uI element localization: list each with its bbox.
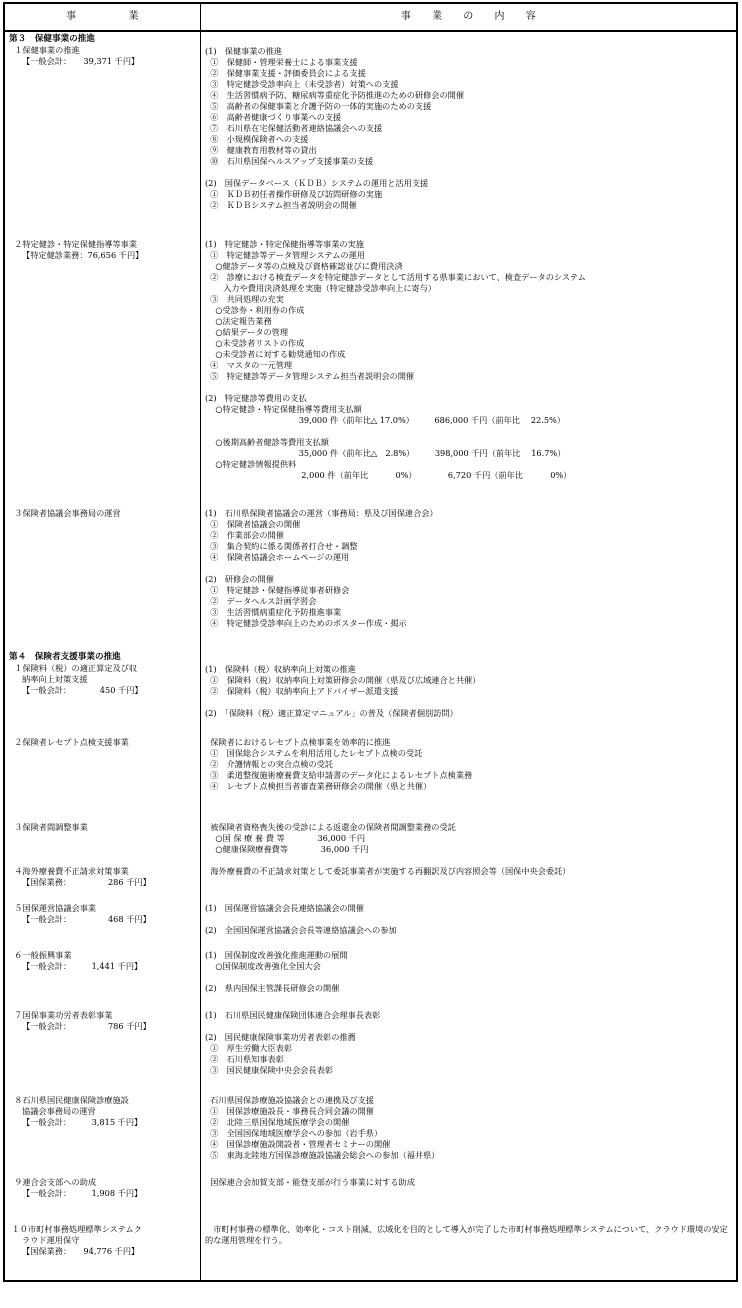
item-name-line: ９連合会支部への助成 [9,1177,97,1187]
item-left-2 [9,508,199,519]
item-name-line: ４海外療養費不正請求対策事業 [9,866,129,876]
content-line: (2) 「保険料（税）適正算定マニュアル」の普及（保険者個別訪問） [205,708,458,718]
item-content-2 [205,508,730,629]
content-line [205,1021,730,1032]
content-line: ④ マスタの一元管理 [205,360,293,370]
content-line: (1) 国保運営協議会会長連絡協議会の開催 [205,903,364,913]
item-content-5 [205,822,730,855]
content-line: ○未受診者リストの作成 [205,338,305,348]
content-line [205,697,730,708]
item-content-0 [205,46,730,211]
content-line: ⑧ 小規模保険者への支援 [205,134,309,144]
item-name-line: 協議会事務局の運営 [9,1106,96,1116]
item-name-line: 【特定健診業務：76,656 千円】 [9,250,144,260]
item-content-6 [205,866,730,877]
content-paragraph: 市町村事務の標準化、効率化・コスト削減、広域化を目的として導入が完了した市町村事務処理標準システムについて、クラウド環境の安定的な運用管理を行う。 [205,1224,728,1245]
content-line: ② 石川県知事表彰 [205,1054,284,1064]
content-line [205,914,730,925]
content-line: 35,000 件（前年比△ 2.8%） 398,000 千円（前年比 16.7%） [205,448,566,458]
item-name-line: １０市町村事務処理標準システムク [9,1224,142,1234]
content-line [205,382,730,393]
item-left-0 [9,34,199,67]
item-content-9 [205,1010,730,1076]
item-name-line: 【一般会計： 3,815 千円】 [9,1117,143,1127]
content-line: ○特定健診情報提供料 [205,459,297,469]
content-line: 海外療養費の不正請求対策として委託事業者が実施する再翻訳及び内容照会等（国保中央会委託） [205,866,571,876]
content-line [205,426,730,437]
section-title: 第３ 保健事業の推進 [9,34,95,44]
content-line: ③ 全国国保地域医療学会への参加（岩手県） [205,1128,383,1138]
item-name-line: 【一般会計： 1,908 千円】 [9,1188,143,1198]
column-divider [200,4,201,1280]
item-name-line: 【一般会計： 468 千円】 [9,914,151,924]
item-name-line: ３保険者間調整事業 [9,822,88,832]
content-line: ④ 生活習慣病予防、糖尿病等重症化予防推進のための研修会の開催 [205,90,465,100]
content-line: ② 作業部会の開催 [205,530,284,540]
table-header [5,4,736,32]
content-line: ○特定健診・特定保健指導等費用支払額 [205,404,362,414]
content-line: ④ 国保診療施設開設者・管理者セミナーの開催 [205,1139,391,1149]
content-line: ① ＫＤＢ初任者操作研修及び訪問研修の実施 [205,189,383,199]
item-name-line: ２保険者レセプト点検支援事業 [9,737,129,747]
content-line: ⑦ 石川県在宅保健活動者連絡協議会への支援 [205,123,383,133]
content-line: ① 国保診療施設長・事務長合同会議の開催 [205,1106,374,1116]
content-line: (1) 特定健診・特定保健指導等事業の実施 [205,239,364,249]
section-title: 第４ 保険者支援事業の推進 [9,652,121,662]
content-line: ○未受診者に対する勧奨通知の作成 [205,349,346,359]
item-left-9 [9,1010,199,1032]
content-line [205,972,730,983]
item-left-6 [9,866,199,888]
header-right: 事 業 の 内 容 [400,11,537,22]
content-line [205,563,730,574]
item-content-12 [205,1224,730,1246]
item-name-line: 納率向上対策支援 [9,674,88,684]
content-line: ② 介護情報との突合点検の受託 [205,759,334,769]
item-name-line: ６一般振興事業 [9,950,72,960]
content-line: (1) 石川県国民健康保険団体連合会理事長表彰 [205,1010,381,1020]
document-table [3,2,738,1282]
content-line: (2) 全国国保運営協議会会長等連絡協議会への参加 [205,925,397,935]
item-left-12 [9,1224,199,1257]
content-line: 2,000 件（前年比 0%） 6,720 千円（前年比 0%） [205,470,572,480]
content-line: ③ 集合契約に係る関係者打合せ・調整 [205,541,358,551]
item-name-line: ５国保運営協議会事業 [9,903,97,913]
content-line: (2) 国保データベース（ＫＤＢ）システムの運用と活用支援 [205,178,429,188]
content-line: ③ 柔道整復施術療養費支給申請書のデータ化によるレセプト点検業務 [205,770,473,780]
item-name-line: ８石川県国民健康保険診療施設 [9,1095,129,1105]
content-line: ○法定報告業務 [205,316,272,326]
content-line: ○後期高齢者健診等費用支払額 [205,437,329,447]
content-line: (1) 保険料（税）収納率向上対策の推進 [205,664,356,674]
item-name-line: １保険料（税）の適正算定及び収 [9,663,138,673]
content-line: (2) 研修会の開催 [205,574,274,584]
item-left-1 [9,239,199,261]
item-left-8 [9,950,199,972]
item-left-3 [9,652,199,696]
item-left-10 [9,1095,199,1128]
content-line: (2) 県内国保主管課長研修会の開催 [205,983,340,993]
content-line: ⑤ 東海北陸地方国保診療施設協議会総会への参加（福井県） [205,1150,440,1160]
content-line: ① 特定健診等データ管理システムの運用 [205,250,365,260]
content-line: ③ 生活習慣病重症化予防推進事業 [205,607,342,617]
item-content-3 [205,664,730,719]
item-name-line: 【国保業務： 286 千円】 [9,877,151,887]
item-name-line: ２特定健診・特定保健指導等事業 [9,239,138,249]
content-line: ② 保健事業支援・評価委員会による支援 [205,68,366,78]
content-line: ① 国保総合システムを利用活用したレセプト点検の受託 [205,748,423,758]
item-name-line: 【国保業務： 94,776 千円】 [9,1246,140,1256]
content-line: ① 厚生労働大臣表彰 [205,1043,293,1053]
content-line: ○健康保険療養費等 36,000 千円 [205,844,369,854]
content-line [205,167,730,178]
item-name-line: 【一般会計： 1,441 千円】 [9,961,143,971]
item-content-1 [205,239,730,481]
content-line: 保険者におけるレセプト点検事業を効率的に推進 [205,737,391,747]
content-line: ② 保険料（税）収納率向上アドバイザー派遣支援 [205,686,399,696]
content-line: ④ レセプト点検担当者審査業務研修会の開催（県と共催） [205,781,432,791]
content-line: (1) 石川県保険者協議会の運営（事務局：県及び国保連合会） [205,508,438,518]
item-content-10 [205,1095,730,1161]
content-line: ⑨ 健康教育用教材等の貸出 [205,145,317,155]
content-line: ○国保制度改善強化全国大会 [205,961,321,971]
item-left-4 [9,737,199,748]
content-line: ○国 保 療 養 費 等 36,000 千円 [205,833,366,843]
content-line: ③ 共同処理の充実 [205,294,284,304]
content-line: ① 特定健診・保健指導従事者研修会 [205,585,350,595]
content-line: 石川県国保診療施設協議会との連携及び支援 [205,1095,374,1105]
item-left-11 [9,1177,199,1199]
content-line: 被保険者資格喪失後の受診による返還金の保険者間調整業務の受託 [205,822,456,832]
content-line: ③ 特定健診受診率向上（未受診者）対策への支援 [205,79,399,89]
item-left-5 [9,822,199,833]
content-line: ④ 特定健診受診率向上のためのポスター作成・掲示 [205,618,407,628]
item-name-line: １保健事業の推進 [9,45,80,55]
content-line: ② データヘルス計画学習会 [205,596,317,606]
content-line: ② ＫＤＢシステム担当者説明会の開催 [205,200,357,210]
item-left-7 [9,903,199,925]
content-line: (1) 保健事業の推進 [205,46,283,56]
content-line: ① 保健師・管理栄養士による事業支援 [205,57,358,67]
header-left: 事 業 [66,11,139,22]
content-line: (2) 特定健診等費用の支払 [205,393,307,403]
content-line: 入力や費用決済処理を実施（特定健診受診率向上に寄与） [205,283,437,293]
content-line: ② 北陸三県国保地域医療学会の開催 [205,1117,350,1127]
item-name-line: ラウド運用保守 [9,1235,80,1245]
item-name-line: ３保険者協議会事務局の運営 [9,508,121,518]
content-line: ○受診券・利用券の作成 [205,305,305,315]
content-line: ○健診データ等の点検及び資格確認並びに費用決済 [205,261,403,271]
content-line: ③ 国民健康保険中央会会長表彰 [205,1065,334,1075]
content-line: ⑤ 高齢者の保健事業と介護予防の一体的実施のための支援 [205,101,432,111]
item-name-line: 【一般会計： 450 千円】 [9,685,143,695]
item-content-11 [205,1177,730,1188]
item-name-line: 【一般会計： 786 千円】 [9,1021,151,1031]
item-name-line: ７国保事業功労者表彰事業 [9,1010,113,1020]
item-name-line: 【一般会計： 39,371 千円】 [9,56,140,66]
content-line: 39,000 件（前年比△ 17.0%） 686,000 千円（前年比 22.5%） [205,415,566,425]
content-line: ④ 保険者協議会ホームページの運用 [205,552,350,562]
item-content-8 [205,950,730,994]
content-line: ② 診療における検査データを特定健診データとして活用する県事業において、検査データのシステム [205,272,586,282]
item-content-4 [205,737,730,792]
content-line: ① 保険者協議会の開催 [205,519,301,529]
content-line: ⑩ 石川県国保ヘルスアップ支援事業の支援 [205,156,374,166]
content-line: (2) 国民健康保険事業功労者表彰の推薦 [205,1032,356,1042]
content-line: ① 保険料（税）収納率向上対策研修会の開催（県及び広域連合と共催） [205,675,481,685]
content-line: ⑤ 特定健診等データ管理システム担当者説明会の開催 [205,371,415,381]
item-content-7 [205,903,730,936]
content-line: 国保連合会加賀支部・能登支部が行う事業に対する助成 [205,1177,415,1187]
content-line: ⑥ 高齢者健康づくり事業への支援 [205,112,342,122]
content-line: ○結果データの管理 [205,327,289,337]
content-line: (1) 国保制度改善強化推進運動の展開 [205,950,348,960]
